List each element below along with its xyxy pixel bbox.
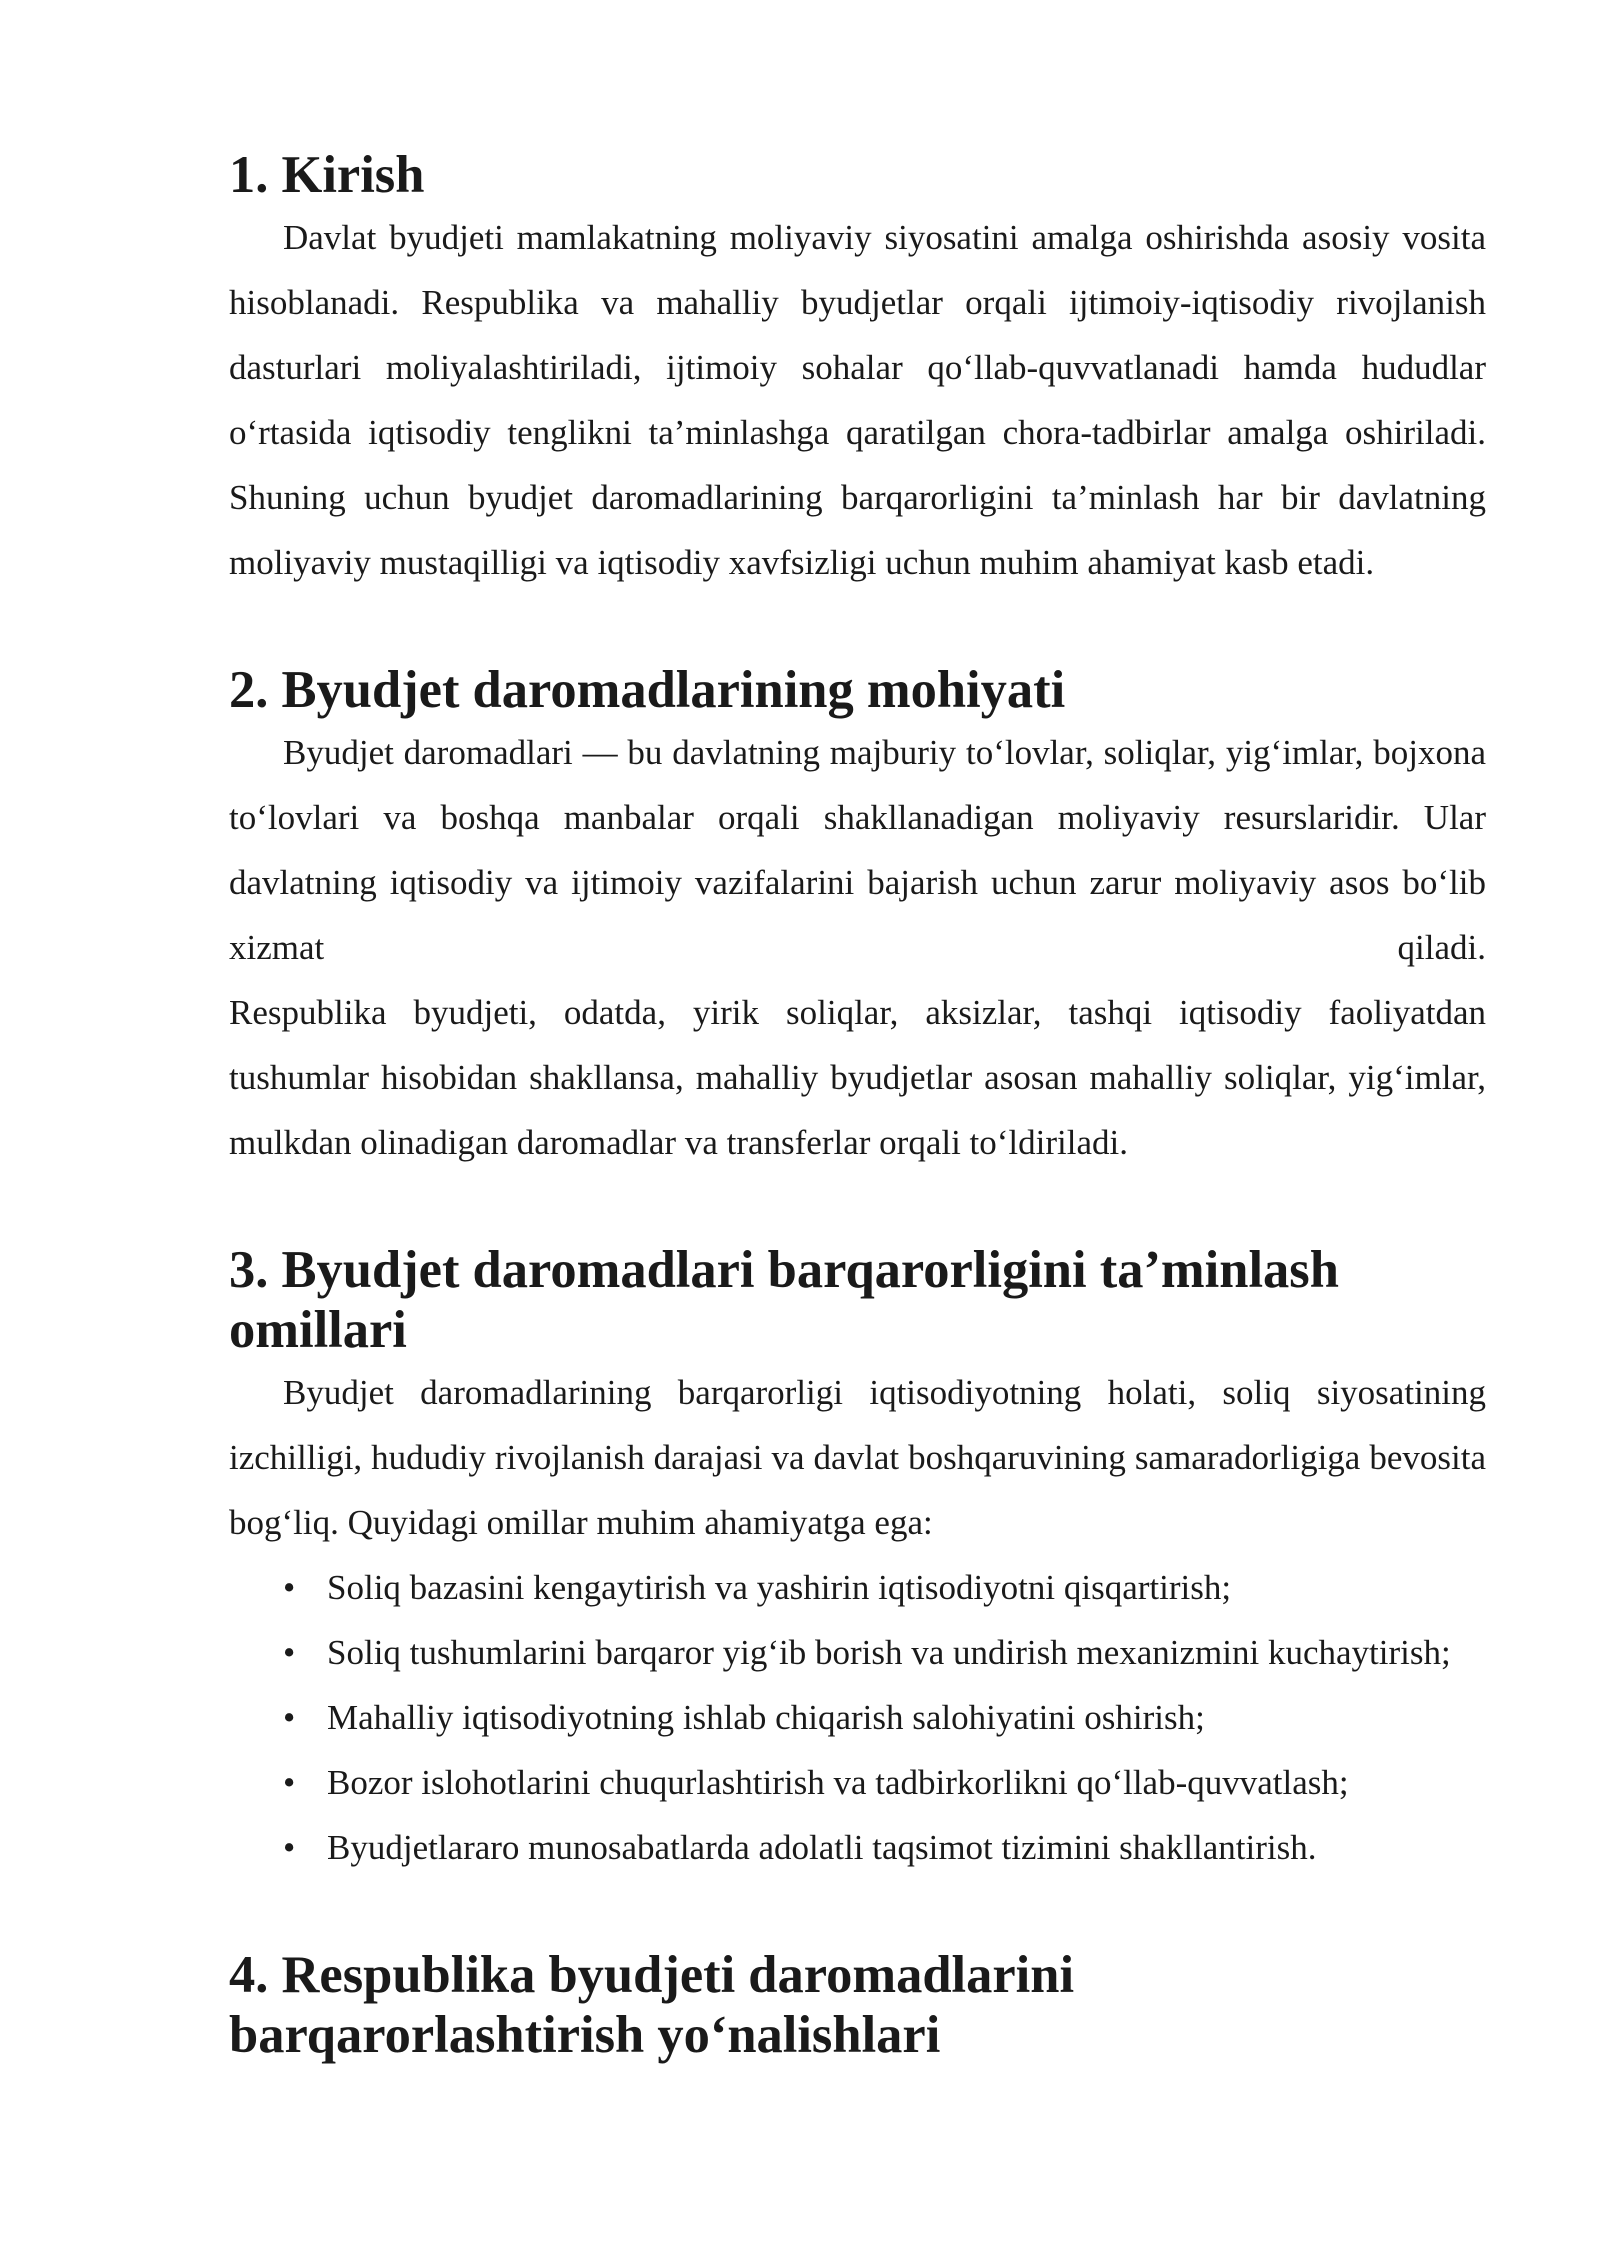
section-heading: 3. Byudjet daromadlari barqarorligini ta’minlash omillari: [229, 1241, 1339, 1359]
bullet-icon: •: [283, 1633, 296, 1672]
list-item-text: Soliq tushumlarini barqaror yig‘ib borish va undirish mexanizmini kuchaytirish;: [327, 1633, 1451, 1672]
section-heading: 2. Byudjet daromadlarining mohiyati: [229, 661, 1066, 719]
paragraph: Byudjet daromadlarining barqarorligi iqtisodiyotning holati, soliq siyosatining izchilligi, hududiy rivojlanish darajasi va davlat boshqaruvining samaradorligiga bevosita bog‘liq. Quyidagi omillar muhim ahamiyatga ega:: [229, 1373, 1486, 1542]
paragraph: Byudjet daromadlari — bu davlatning majburiy to‘lovlar, soliqlar, yig‘imlar, bojxona to‘lovlari va boshqa manbalar orqali shakllanadigan moliyaviy resurslaridir. Ular davlatning iqtisodiy va ijtimoiy vazifalarini bajarish uchun zarur moliyaviy asos bo‘lib xizmat qiladi.: [229, 733, 1486, 967]
section-spacer: [229, 1175, 1486, 1240]
bullet-list: [229, 1555, 1486, 1880]
list-item-text: Soliq bazasini kengaytirish va yashirin iqtisodiyotni qisqartirish;: [327, 1568, 1232, 1607]
list-item-text: Byudjetlararo munosabatlarda adolatli taqsimot tizimini shakllantirish.: [327, 1828, 1317, 1867]
paragraph: Davlat byudjeti mamlakatning moliyaviy siyosatini amalga oshirishda asosiy vosita hisoblanadi. Respublika va mahalliy byudjetlar orqali ijtimoiy-iqtisodiy rivojlanish dasturlari moliyalashtiriladi, ijtimoiy sohalar qo‘llab-quvvatlanadi hamda hududlar o‘rtasida iqtisodiy tenglikni ta’minlashga qaratilgan chora-tadbirlar amalga oshiriladi. Shuning uchun byudjet daromadlarining barqarorligini ta’minlash har bir davlatning moliyaviy mustaqilligi va iqtisodiy xavfsizligi uchun muhim ahamiyat kasb etadi.: [229, 218, 1486, 582]
paragraph: Respublika byudjeti, odatda, yirik soliqlar, aksizlar, tashqi iqtisodiy faoliyatdan tushumlar hisobidan shakllansa, mahalliy byudjetlar asosan mahalliy soliqlar, yig‘imlar, mulkdan olinadigan daromadlar va transferlar orqali to‘ldiriladi.: [229, 993, 1486, 1162]
list-item-text: Mahalliy iqtisodiyotning ishlab chiqarish salohiyatini oshirish;: [327, 1698, 1205, 1737]
bullet-icon: •: [283, 1763, 296, 1802]
document-page: [229, 145, 1486, 2065]
section-heading: 1. Kirish: [229, 146, 425, 204]
section-heading: 4. Respublika byudjeti daromadlarini barqarorlashtirish yo‘nalishlari: [229, 1946, 1075, 2064]
list-item: [229, 1620, 1486, 1685]
bullet-icon: •: [283, 1698, 296, 1737]
list-item: [229, 1685, 1486, 1750]
list-item-text: Bozor islohotlarini chuqurlashtirish va tadbirkorlikni qo‘llab-quvvatlash;: [327, 1763, 1349, 1802]
bullet-icon: •: [283, 1568, 296, 1607]
section-spacer: [229, 1880, 1486, 1945]
list-item: [229, 1555, 1486, 1620]
bullet-icon: •: [283, 1828, 296, 1867]
list-item: [229, 1750, 1486, 1815]
section-spacer: [229, 595, 1486, 660]
list-item: [229, 1815, 1486, 1880]
